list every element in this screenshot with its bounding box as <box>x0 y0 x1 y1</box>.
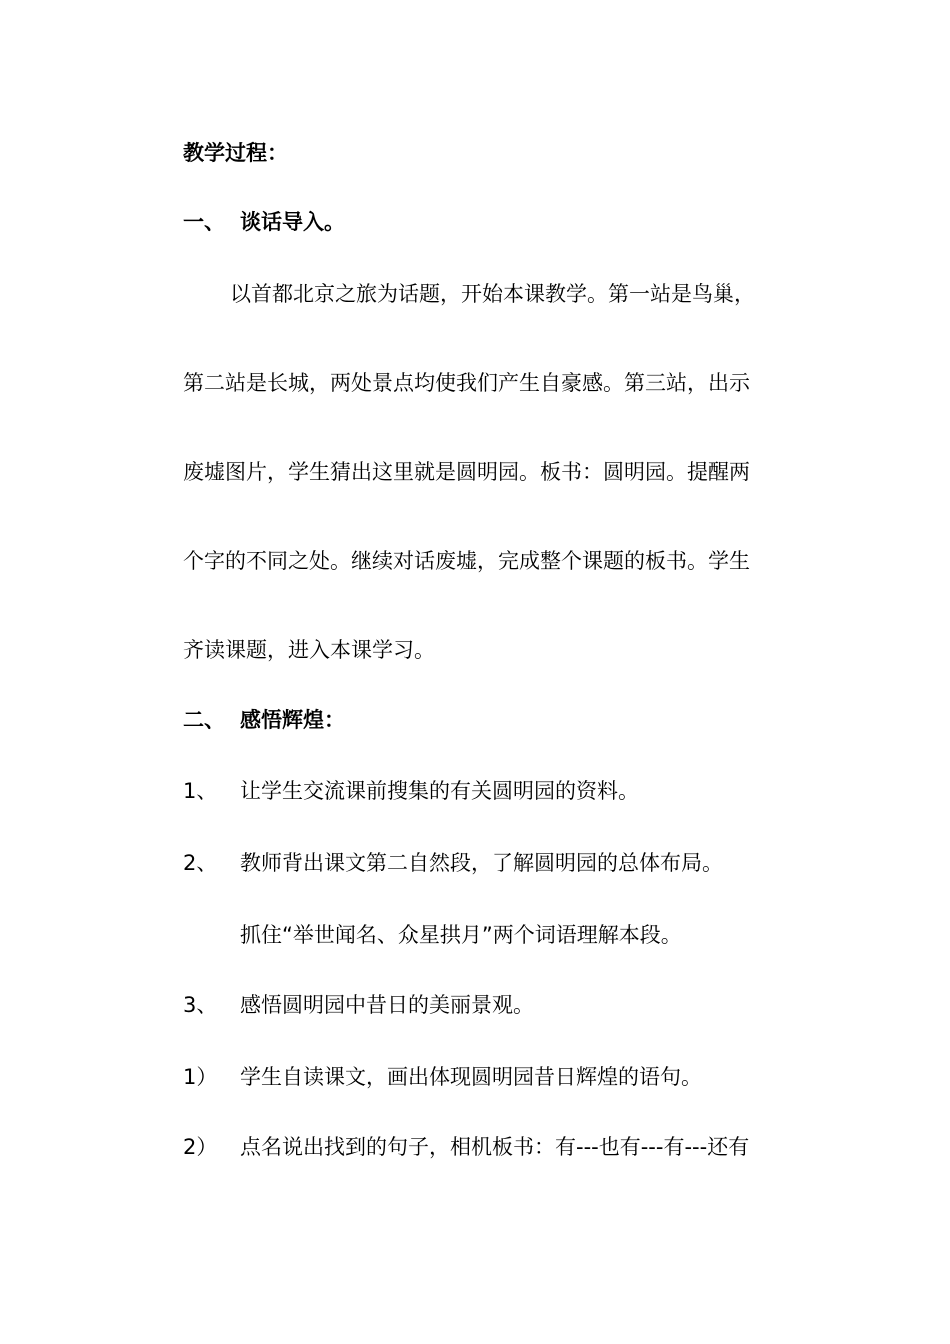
heading-teaching-process: 教学过程： <box>183 141 288 165</box>
section-1-title: 谈话导入。 <box>240 210 345 234</box>
list-item-continuation: 抓住“举世闻名、众星拱月”两个词语理解本段。 <box>240 923 682 947</box>
list-item <box>183 991 534 1019</box>
list-item <box>183 777 639 805</box>
list-item-number: 2） <box>183 1135 218 1159</box>
section-1-heading <box>183 208 345 236</box>
list-item-number: 1、 <box>183 779 218 803</box>
list-item <box>183 849 723 877</box>
list-item-number: 3、 <box>183 993 218 1017</box>
list-item <box>183 1063 702 1091</box>
list-item-number: 1） <box>183 1065 218 1089</box>
list-item-text: 点名说出找到的句子，相机板书：有---也有---有---还有 <box>240 1135 750 1159</box>
section-1-number: 一、 <box>183 210 225 234</box>
paragraph-line: 个字的不同之处。继续对话废墟，完成整个课题的板书。学生 <box>183 549 750 573</box>
list-item-text: 教师背出课文第二自然段，了解圆明园的总体布局。 <box>240 851 723 875</box>
list-item-number: 2、 <box>183 851 218 875</box>
paragraph-line: 以首都北京之旅为话题，开始本课教学。第一站是鸟巢， <box>230 282 755 306</box>
section-2-title: 感悟辉煌： <box>240 708 345 732</box>
paragraph-line: 齐读课题，进入本课学习。 <box>183 638 435 662</box>
section-2-number: 二、 <box>183 708 225 732</box>
paragraph-line: 废墟图片，学生猜出这里就是圆明园。板书：圆明园。提醒两 <box>183 460 750 484</box>
list-item-text: 让学生交流课前搜集的有关圆明园的资料。 <box>240 779 639 803</box>
list-item-text: 感悟圆明园中昔日的美丽景观。 <box>240 993 534 1017</box>
list-item-text: 学生自读课文，画出体现圆明园昔日辉煌的语句。 <box>240 1065 702 1089</box>
section-2-heading <box>183 706 345 734</box>
list-item <box>183 1133 749 1161</box>
paragraph-line: 第二站是长城，两处景点均使我们产生自豪感。第三站，出示 <box>183 371 750 395</box>
